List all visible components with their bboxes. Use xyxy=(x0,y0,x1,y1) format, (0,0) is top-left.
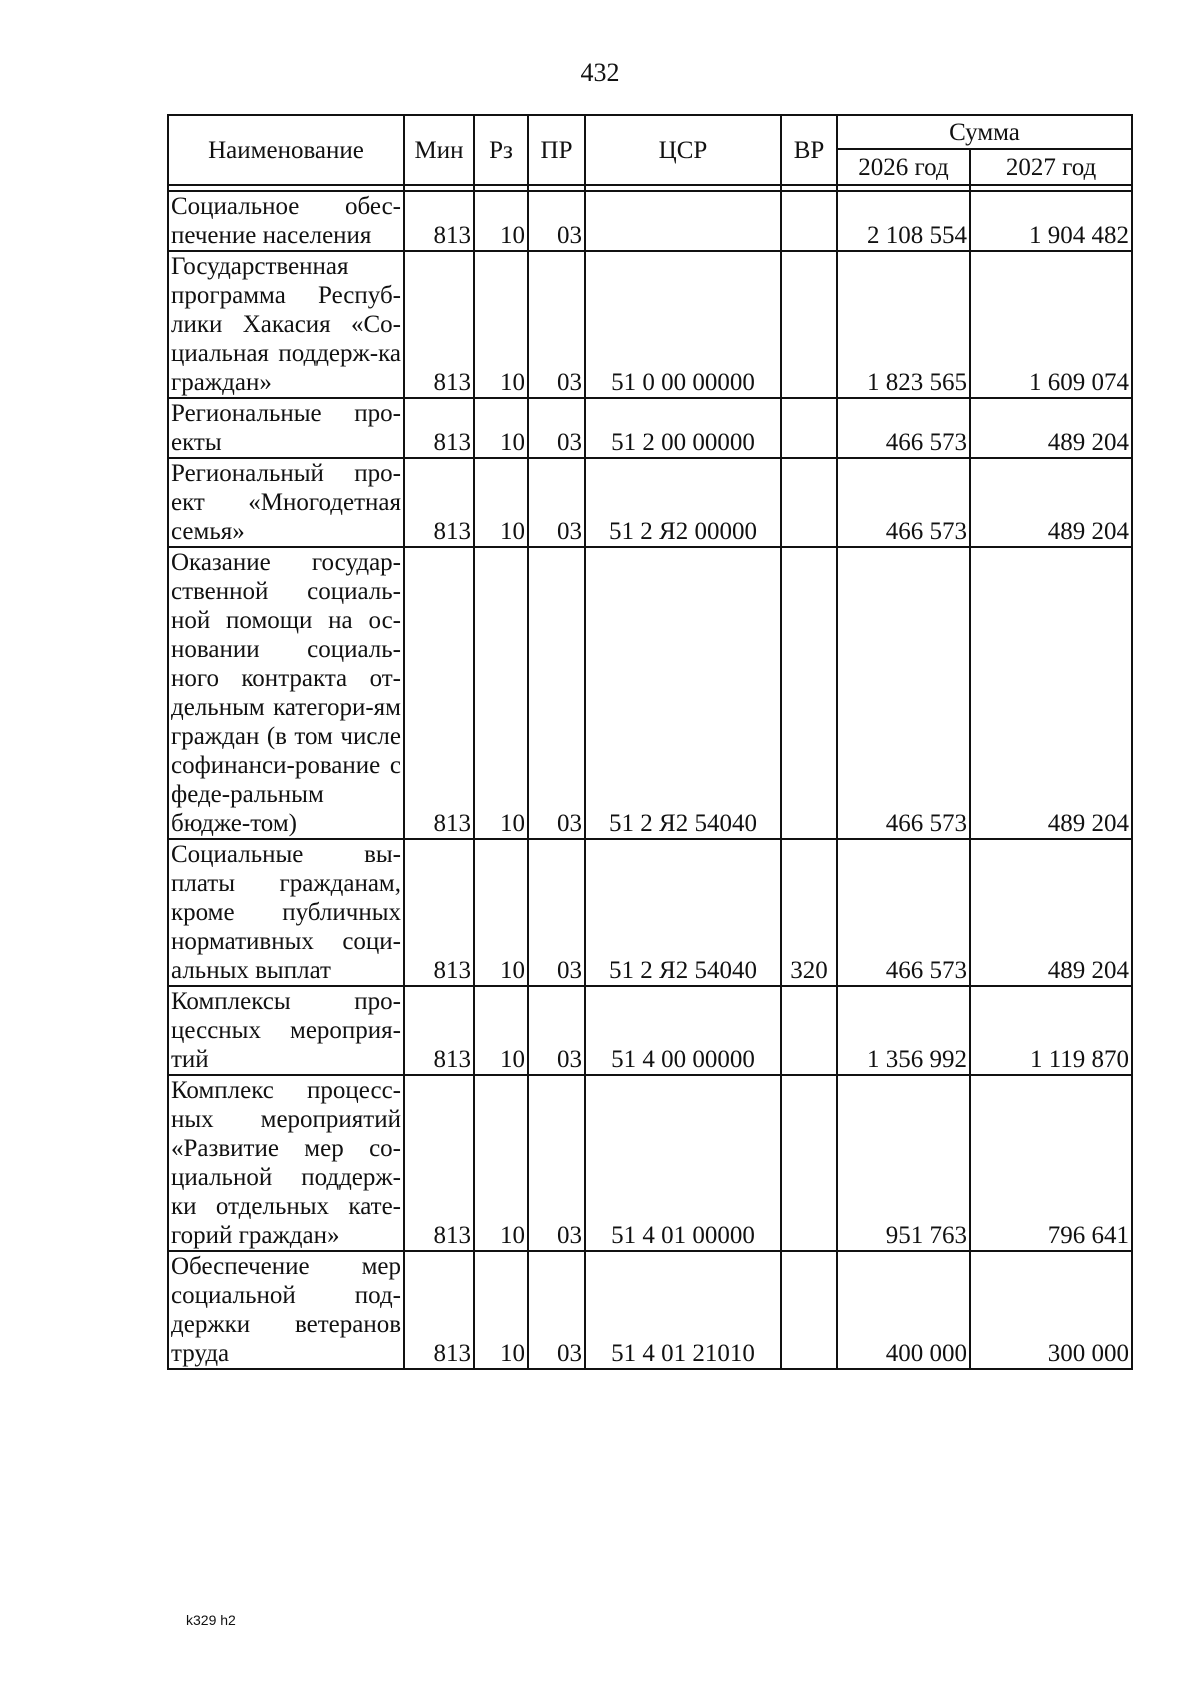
cell-vr xyxy=(781,547,837,839)
cell-amount-2026: 1 356 992 xyxy=(837,986,970,1075)
header-pr: ПР xyxy=(528,115,585,185)
header-vr: ВР xyxy=(781,115,837,185)
cell-name: Социальное обес-печение населения xyxy=(168,191,404,251)
cell-min: 813 xyxy=(404,986,474,1075)
table-row xyxy=(168,251,1132,398)
header-sum: Сумма xyxy=(837,115,1132,149)
cell-rz: 10 xyxy=(474,458,528,547)
cell-amount-2027: 1 904 482 xyxy=(970,191,1132,251)
cell-min: 813 xyxy=(404,1251,474,1369)
cell-rz: 10 xyxy=(474,251,528,398)
cell-min: 813 xyxy=(404,839,474,986)
cell-amount-2027: 300 000 xyxy=(970,1251,1132,1369)
cell-min: 813 xyxy=(404,251,474,398)
budget-table xyxy=(167,114,1133,1370)
cell-pr: 03 xyxy=(528,458,585,547)
cell-amount-2027: 489 204 xyxy=(970,398,1132,458)
cell-name: Региональные про-екты xyxy=(168,398,404,458)
cell-pr: 03 xyxy=(528,251,585,398)
cell-pr: 03 xyxy=(528,1251,585,1369)
header-name: Наименование xyxy=(168,115,404,185)
cell-amount-2026: 466 573 xyxy=(837,547,970,839)
cell-rz: 10 xyxy=(474,1075,528,1251)
table-row xyxy=(168,986,1132,1075)
cell-min: 813 xyxy=(404,547,474,839)
cell-csr: 51 2 Я2 54040 xyxy=(585,839,781,986)
cell-csr: 51 4 00 00000 xyxy=(585,986,781,1075)
cell-min: 813 xyxy=(404,1075,474,1251)
cell-vr xyxy=(781,1251,837,1369)
cell-min: 813 xyxy=(404,458,474,547)
table-header xyxy=(168,115,1132,185)
page-number: 432 xyxy=(580,58,620,87)
cell-amount-2026: 951 763 xyxy=(837,1075,970,1251)
header-year-2027: 2027 год xyxy=(970,149,1132,185)
table-row xyxy=(168,458,1132,547)
cell-name: Социальные вы-платы гражданам, кроме публичных нормативных соци-альных выплат xyxy=(168,839,404,986)
cell-rz: 10 xyxy=(474,547,528,839)
cell-vr xyxy=(781,251,837,398)
cell-amount-2026: 466 573 xyxy=(837,398,970,458)
cell-csr: 51 4 01 21010 xyxy=(585,1251,781,1369)
cell-vr xyxy=(781,191,837,251)
cell-csr: 51 2 00 00000 xyxy=(585,398,781,458)
table-row xyxy=(168,839,1132,986)
header-year-2026: 2026 год xyxy=(837,149,970,185)
footer-code: k329 h2 xyxy=(186,1612,236,1628)
cell-amount-2027: 489 204 xyxy=(970,839,1132,986)
cell-csr: 51 4 01 00000 xyxy=(585,1075,781,1251)
cell-min: 813 xyxy=(404,191,474,251)
cell-csr xyxy=(585,191,781,251)
cell-amount-2026: 400 000 xyxy=(837,1251,970,1369)
cell-vr xyxy=(781,398,837,458)
cell-vr xyxy=(781,458,837,547)
cell-name: Обеспечение мер социальной под-держки ветеранов труда xyxy=(168,1251,404,1369)
cell-vr: 320 xyxy=(781,839,837,986)
cell-pr: 03 xyxy=(528,839,585,986)
header-rz: Рз xyxy=(474,115,528,185)
cell-amount-2026: 466 573 xyxy=(837,458,970,547)
cell-vr xyxy=(781,986,837,1075)
cell-vr xyxy=(781,1075,837,1251)
cell-rz: 10 xyxy=(474,986,528,1075)
cell-pr: 03 xyxy=(528,1075,585,1251)
cell-amount-2027: 1 609 074 xyxy=(970,251,1132,398)
cell-name: Региональный про-ект «Многодетная семья» xyxy=(168,458,404,547)
cell-name: Комплекс процесс-ных мероприятий «Развитие мер со-циальной поддерж-ки отдельных кате-горий граждан» xyxy=(168,1075,404,1251)
cell-pr: 03 xyxy=(528,398,585,458)
cell-rz: 10 xyxy=(474,839,528,986)
cell-name: Комплексы про-цессных мероприя-тий xyxy=(168,986,404,1075)
table-row xyxy=(168,191,1132,251)
cell-pr: 03 xyxy=(528,986,585,1075)
cell-amount-2027: 489 204 xyxy=(970,458,1132,547)
cell-amount-2027: 1 119 870 xyxy=(970,986,1132,1075)
cell-csr: 51 2 Я2 54040 xyxy=(585,547,781,839)
table-body xyxy=(168,185,1132,1369)
cell-pr: 03 xyxy=(528,191,585,251)
cell-rz: 10 xyxy=(474,398,528,458)
header-min: Мин xyxy=(404,115,474,185)
cell-name: Оказание государ-ственной социаль-ной помощи на ос-новании социаль-ного контракта от-дельным категори-ям граждан (в том числе софинанси-рование с феде-ральным бюдже-том) xyxy=(168,547,404,839)
header-csr: ЦСР xyxy=(585,115,781,185)
cell-name: Государственная программа Респуб-лики Хакасия «Со-циальная поддерж-ка граждан» xyxy=(168,251,404,398)
cell-rz: 10 xyxy=(474,191,528,251)
cell-amount-2026: 2 108 554 xyxy=(837,191,970,251)
cell-amount-2027: 489 204 xyxy=(970,547,1132,839)
cell-amount-2026: 466 573 xyxy=(837,839,970,986)
table-row xyxy=(168,547,1132,839)
cell-amount-2027: 796 641 xyxy=(970,1075,1132,1251)
cell-pr: 03 xyxy=(528,547,585,839)
cell-rz: 10 xyxy=(474,1251,528,1369)
table-row xyxy=(168,1251,1132,1369)
cell-csr: 51 0 00 00000 xyxy=(585,251,781,398)
cell-min: 813 xyxy=(404,398,474,458)
table-row xyxy=(168,1075,1132,1251)
table-row xyxy=(168,398,1132,458)
cell-amount-2026: 1 823 565 xyxy=(837,251,970,398)
cell-csr: 51 2 Я2 00000 xyxy=(585,458,781,547)
